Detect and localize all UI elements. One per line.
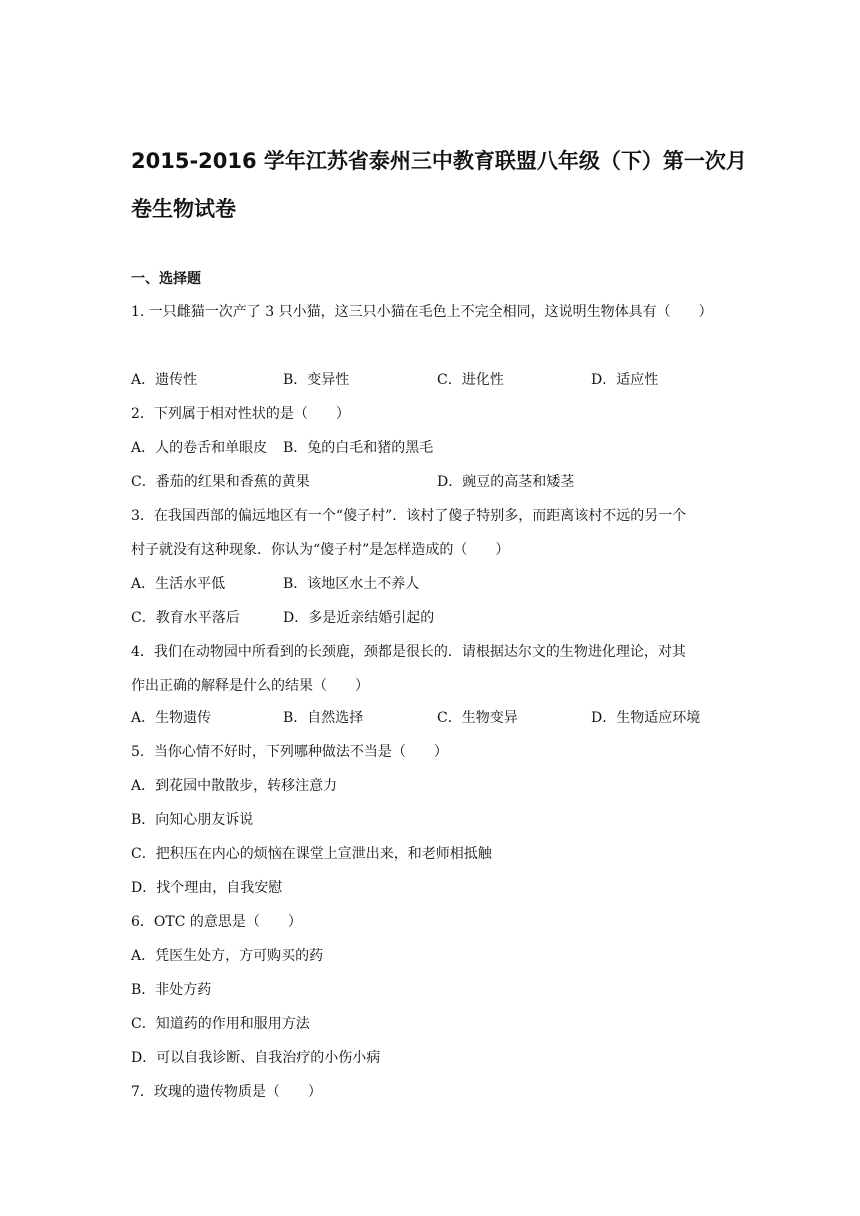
question-2-option-d: D．豌豆的高茎和矮茎 bbox=[437, 474, 575, 490]
question-3-option-d: D．多是近亲结婚引起的 bbox=[283, 610, 435, 626]
question-5-option-a: A．到花园中散散步，转移注意力 bbox=[131, 778, 338, 794]
question-7-stem: 7．玫瑰的遗传物质是（ ） bbox=[131, 1084, 322, 1100]
question-4-option-d: D．生物适应环境 bbox=[591, 710, 701, 726]
question-1-stem: 1. 一只雌猫一次产了 3 只小猫，这三只小猫在毛色上不完全相同，这说明生物体具有（ ） bbox=[131, 304, 713, 320]
question-2-option-a: A．人的卷舌和单眼皮 bbox=[131, 440, 268, 456]
question-3-option-a: A．生活水平低 bbox=[131, 576, 226, 592]
question-4-option-a: A．生物遗传 bbox=[131, 710, 212, 726]
question-6-option-a: A．凭医生处方，方可购买的药 bbox=[131, 948, 324, 964]
question-1-option-c: C．进化性 bbox=[437, 372, 504, 388]
question-6-option-c: C．知道药的作用和服用方法 bbox=[131, 1016, 310, 1032]
question-1-option-b: B．变异性 bbox=[283, 372, 350, 388]
question-6-stem: 6．OTC 的意思是（ ） bbox=[131, 914, 302, 930]
question-4-option-c: C．生物变异 bbox=[437, 710, 518, 726]
exam-title-line-1: 2015-2016 学年江苏省泰州三中教育联盟八年级（下）第一次月 bbox=[131, 149, 747, 173]
section-heading: 一、选择题 bbox=[131, 271, 201, 287]
question-2-stem: 2．下列属于相对性状的是（ ） bbox=[131, 406, 350, 422]
question-3-option-c: C．教育水平落后 bbox=[131, 610, 240, 626]
exam-title-line-2: 卷生物试卷 bbox=[131, 197, 236, 221]
question-3-option-b: B．该地区水土不养人 bbox=[283, 576, 420, 592]
question-5-option-c: C．把积压在内心的烦恼在课堂上宣泄出来，和老师相抵触 bbox=[131, 846, 492, 862]
question-4-stem-line-1: 4．我们在动物园中所看到的长颈鹿，颈都是很长的．请根据达尔文的生物进化理论，对其 bbox=[131, 644, 686, 660]
question-3-stem-line-2: 村子就没有这种现象．你认为“傻子村”是怎样造成的（ ） bbox=[131, 542, 510, 558]
question-2-option-b: B．兔的白毛和猪的黑毛 bbox=[283, 440, 434, 456]
question-1-option-d: D．适应性 bbox=[591, 372, 659, 388]
question-1-option-a: A．遗传性 bbox=[131, 372, 198, 388]
question-5-stem: 5．当你心情不好时，下列哪种做法不当是（ ） bbox=[131, 744, 448, 760]
question-4-option-b: B．自然选择 bbox=[283, 710, 364, 726]
question-4-stem-line-2: 作出正确的解释是什么的结果（ ） bbox=[131, 678, 369, 694]
question-5-option-d: D．找个理由，自我安慰 bbox=[131, 880, 283, 896]
question-5-option-b: B．向知心朋友诉说 bbox=[131, 812, 254, 828]
question-6-option-b: B．非处方药 bbox=[131, 982, 212, 998]
question-6-option-d: D．可以自我诊断、自我治疗的小伤小病 bbox=[131, 1050, 381, 1066]
question-3-stem-line-1: 3．在我国西部的偏远地区有一个“傻子村”．该村了傻子特别多，而距离该村不远的另一个 bbox=[131, 508, 687, 524]
question-2-option-c: C．番茄的红果和香蕉的黄果 bbox=[131, 474, 310, 490]
